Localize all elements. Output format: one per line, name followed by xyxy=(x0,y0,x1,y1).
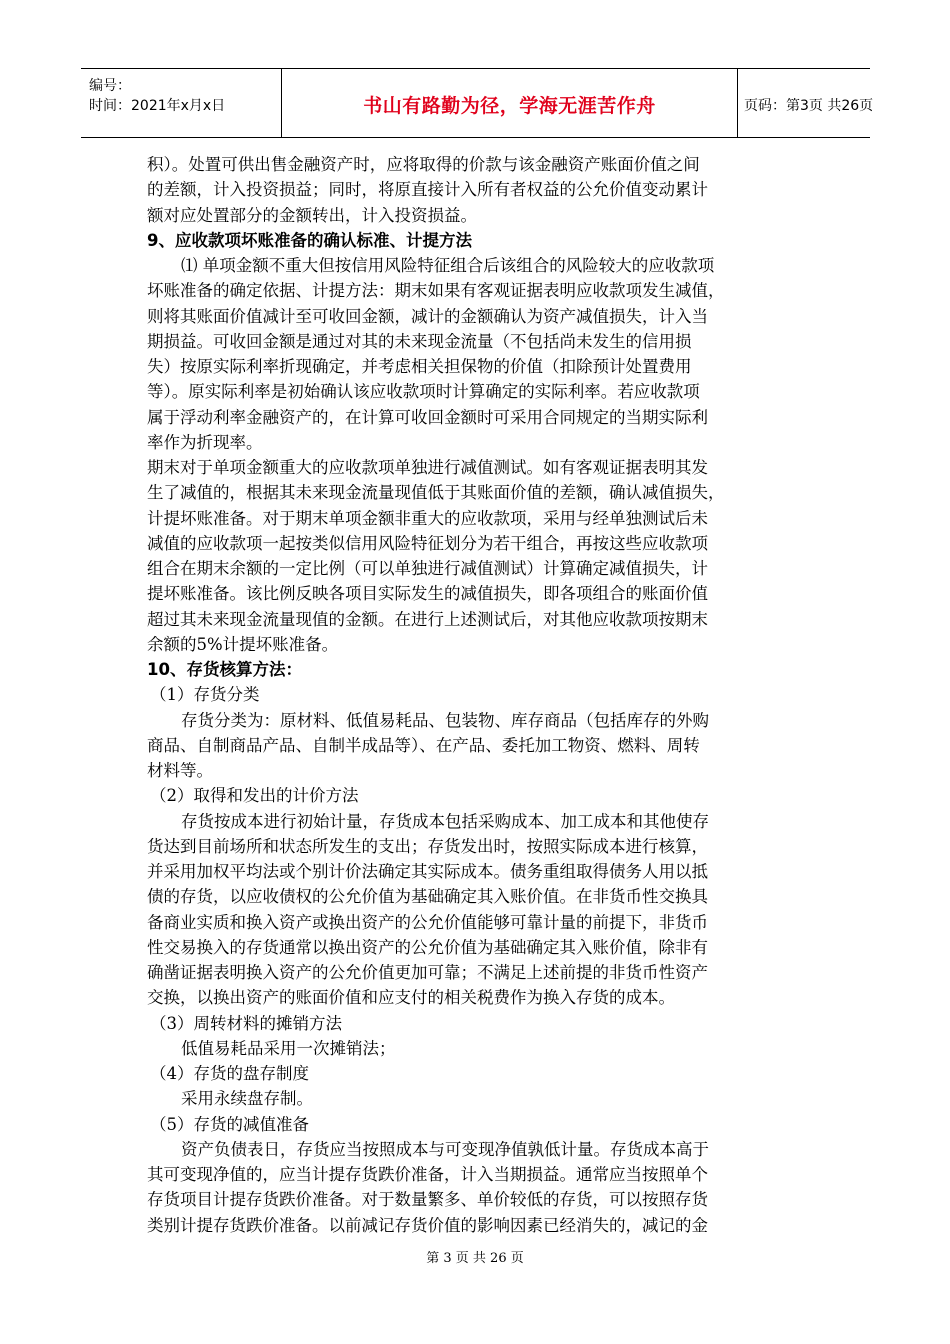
document-body xyxy=(147,152,807,1238)
body-line: 存货按成本进行初始计量，存货成本包括采购成本、加工成本和其他使存 xyxy=(181,811,709,831)
body-line: 货达到目前场所和状态所发生的支出；存货发出时，按照实际成本进行核算， xyxy=(147,836,708,856)
body-line: 商品、自制商品产品、自制半成品等）、在产品、委托加工物资、燃料、周转 xyxy=(147,735,700,755)
body-line: 失）按原实际利率折现确定，并考虑相关担保物的价值（扣除预计处置费用 xyxy=(147,357,692,376)
body-line: 期损益。可收回金额是通过对其的未来现金流量（不包括尚未发生的信用损 xyxy=(147,331,692,351)
body-line: 则将其账面价值减计至可收回金额，减计的金额确认为资产减值损失，计入当 xyxy=(147,306,708,326)
body-line: 积）。处置可供出售金融资产时，应将取得的价款与该金融资产账面价值之间 xyxy=(147,155,700,174)
body-line: 提坏账准备。该比例反映各项目实际发生的减值损失，即各项组合的账面价值 xyxy=(147,584,708,604)
document-number-label: 编号： xyxy=(89,78,131,94)
body-line: 交换，以换出资产的账面价值和应支付的相关税费作为换入存货的成本。 xyxy=(147,988,675,1008)
body-line: 组合在期末余额的一定比例（可以单独进行减值测试）计算确定减值损失，计 xyxy=(147,559,708,578)
body-line: 存货分类为：原材料、低值易耗品、包装物、库存商品（包括库存的外购 xyxy=(181,710,709,730)
header-meta-cell xyxy=(81,69,281,137)
body-line: 减值的应收款项一起按类似信用风险特征划分为若干组合，再按这些应收款项 xyxy=(147,533,708,553)
body-line: 类别计提存货跌价准备。以前减记存货价值的影响因素已经消失的，减记的金 xyxy=(147,1215,708,1235)
header-motto-cell xyxy=(281,69,738,137)
body-line: 备商业实质和换入资产或换出资产的公允价值能够可靠计量的前提下，非货币 xyxy=(147,912,708,932)
section-heading: 10、存货核算方法： xyxy=(147,660,302,679)
body-line: 低值易耗品采用一次摊销法； xyxy=(181,1038,396,1058)
header-page-info: 页码：第3页 共26页 xyxy=(744,98,874,114)
body-line: 期末对于单项金额重大的应收款项单独进行减值测试。如有客观证据表明其发 xyxy=(147,458,708,477)
document-date-label: 时间：2021年x月x日 xyxy=(89,98,226,114)
body-line: 采用永续盘存制。 xyxy=(181,1089,313,1109)
body-line: 性交易换入的存货通常以换出资产的公允价值为基础确定其入账价值，除非有 xyxy=(147,937,708,957)
body-line: 其可变现净值的，应当计提存货跌价准备，计入当期损益。通常应当按照单个 xyxy=(147,1165,708,1184)
body-line: 属于浮动利率金融资产的，在计算可收回金额时可采用合同规定的当期实际利 xyxy=(147,407,708,427)
body-line: 计提坏账准备。对于期末单项金额非重大的应收款项，采用与经单独测试后未 xyxy=(147,508,708,528)
subsection-heading: （2）取得和发出的计价方法 xyxy=(150,786,359,806)
subsection-heading: （5）存货的减值准备 xyxy=(150,1114,309,1134)
header-page-cell xyxy=(736,69,874,137)
body-line: 材料等。 xyxy=(147,761,213,780)
header-motto: 书山有路勤为径，学海无涯苦作舟 xyxy=(363,95,656,117)
body-line: 的差额，计入投资损益；同时，将原直接计入所有者权益的公允价值变动累计 xyxy=(147,180,708,200)
body-line: 率作为折现率。 xyxy=(147,432,263,452)
body-line: 超过其未来现金流量现值的金额。在进行上述测试后，对其他应收款项按期末 xyxy=(147,609,708,629)
body-line: 坏账准备的确定依据、计提方法：期末如果有客观证据表明应收款项发生减值， xyxy=(147,281,725,301)
body-line: 存货项目计提存货跌价准备。对于数量繁多、单价较低的存货，可以按照存货 xyxy=(147,1190,708,1210)
body-line: 余额的5%计提坏账准备。 xyxy=(147,634,339,654)
body-line: 额对应处置部分的金额转出，计入投资损益。 xyxy=(147,205,477,225)
section-heading: 9、应收款项坏账准备的确认标准、计提方法 xyxy=(147,230,472,250)
body-line: 并采用加权平均法或个别计价法确定其实际成本。债务重组取得债务人用以抵 xyxy=(147,862,708,881)
body-line: 生了减值的，根据其未来现金流量现值低于其账面价值的差额，确认减值损失， xyxy=(147,483,725,503)
body-line: 资产负债表日，存货应当按照成本与可变现净值孰低计量。存货成本高于 xyxy=(181,1139,709,1159)
body-line: ⑴ 单项金额不重大但按信用风险特征组合后该组合的风险较大的应收款项 xyxy=(181,256,715,275)
page-footer: 第 3 页 共 26 页 xyxy=(426,1251,524,1266)
page-header xyxy=(81,68,874,138)
body-line: 确凿证据表明换入资产的公允价值更加可靠；不满足上述前提的非货币性资产 xyxy=(147,963,708,982)
body-line: 债的存货，以应收债权的公允价值为基础确定其入账价值。在非货币性交换具 xyxy=(147,887,708,907)
subsection-heading: （3）周转材料的摊销方法 xyxy=(150,1013,342,1033)
subsection-heading: （4）存货的盘存制度 xyxy=(150,1064,309,1083)
body-line: 等）。原实际利率是初始确认该应收款项时计算确定的实际利率。若应收款项 xyxy=(147,382,700,402)
subsection-heading: （1）存货分类 xyxy=(150,685,260,705)
